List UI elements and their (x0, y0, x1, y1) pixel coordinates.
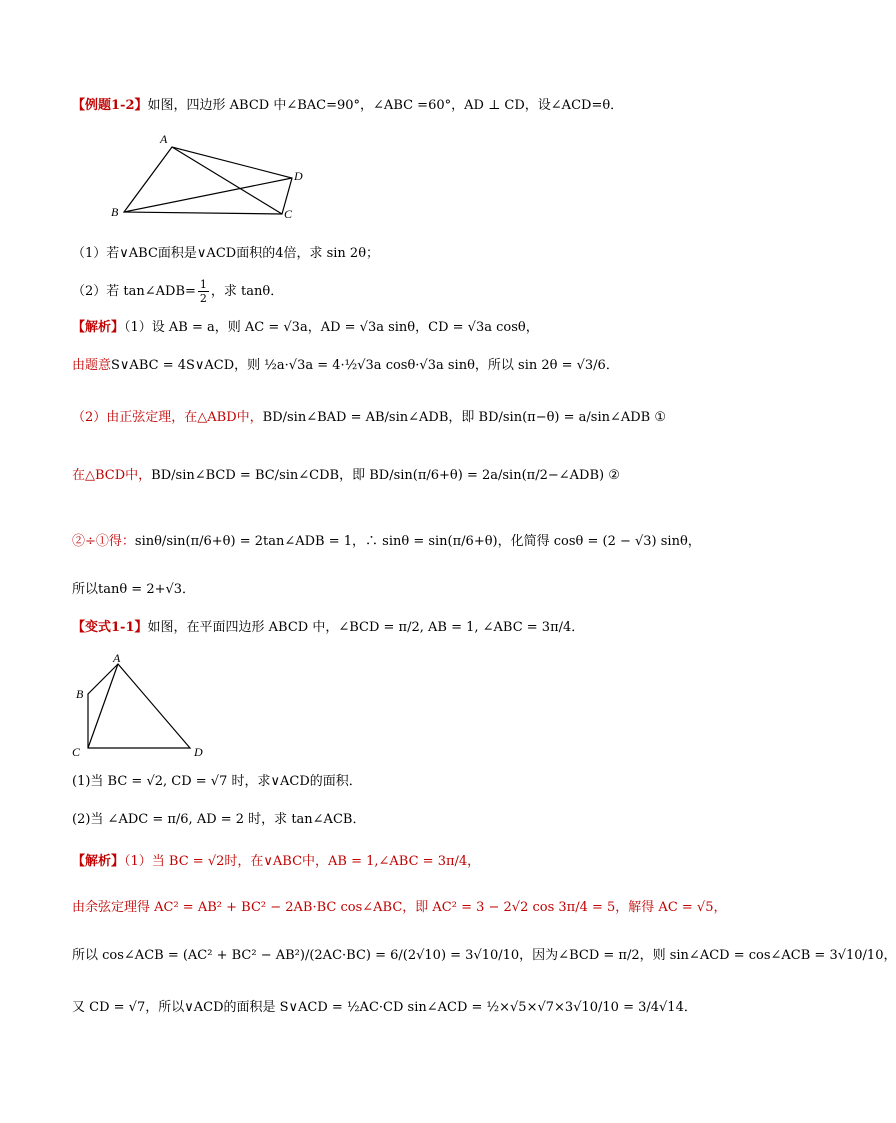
variant-solution-1: 【解析】（1）当 BC = √2时，在∨ABC中，AB = 1,∠ABC = 3π/4， (72, 854, 481, 869)
solution-1: 【解析】（1）设 AB = a，则 AC = √3a，AD = √3a sinθ，CD = √3a cosθ， (72, 320, 539, 335)
question-2: （2）若 tan∠ADB= $\frac{1}{2}$ ，求 tanθ． (72, 278, 284, 305)
figure-quadrilateral-1 (100, 130, 320, 225)
solution-2: 由题意S∨ABC = 4S∨ACD，则 ½a·√3a = 4·½√3a cosθ·√3a sinθ，所以 sin 2θ = √3/6． (72, 358, 619, 373)
example-1-2-stem (72, 96, 623, 116)
variant-solution-4: 又 CD = √7，所以∨ACD的面积是 S∨ACD = ½AC·CD sin∠ACD = ½×√5×√7×3√10/10 = 3/4√14． (72, 1000, 697, 1015)
variant-tag: 【变式1-1】 (72, 620, 148, 635)
label-A: A (160, 132, 168, 146)
stem-text: 如图，四边形 ABCD 中∠BAC=90°，∠ABC =60°，AD ⊥ CD，设∠ACD=θ． (147, 98, 624, 113)
label-C: C (284, 207, 293, 221)
variant-solution-3: 所以 cos∠ACB = (AC² + BC² − AB²)/(2AC·BC) = 6/(2√10) = 3√10/10，因为∠BCD = π/2，则 sin∠ACD = cos∠ACB = 3√10/10， (72, 948, 896, 963)
solution-3: （2）由正弦定理，在△ABD中，BD/sin∠BAD = AB/sin∠ADB，即 BD/sin(π−θ) = a/sin∠ADB ① (72, 410, 667, 425)
label-B: B (76, 687, 84, 701)
label-C: C (72, 745, 81, 759)
variant-1-1-stem: 【变式1-1】如图，在平面四边形 ABCD 中，∠BCD = π/2, AB = 1, ∠ABC = 3π/4． (72, 620, 585, 635)
label-D: D (194, 745, 203, 759)
label-B: B (111, 205, 119, 219)
variant-question-2: (2)当 ∠ADC = π/6, AD = 2 时，求 tan∠ACB． (72, 812, 366, 827)
solution-tag: 【解析】 (72, 320, 125, 335)
question-1: （1）若∨ABC面积是∨ACD面积的4倍，求 sin 2θ； (72, 246, 380, 261)
figure-quadrilateral-2 (68, 648, 218, 760)
label-D: D (294, 169, 303, 183)
variant-solution-2: 由余弦定理得 AC² = AB² + BC² − 2AB·BC cos∠ABC，即 AC² = 3 − 2√2 cos 3π/4 = 5，解得 AC = √5， (72, 900, 727, 915)
label-A: A (113, 651, 121, 665)
variant-question-1: (1)当 BC = √2, CD = √7 时，求∨ACD的面积． (72, 774, 362, 789)
example-tag: 【例题1-2】 (72, 98, 148, 113)
solution-4: 在△BCD中，BD/sin∠BCD = BC/sin∠CDB，即 BD/sin(π/6+θ) = 2a/sin(π/2−∠ADB) ② (72, 468, 620, 483)
solution-5: ②÷①得：sinθ/sin(π/6+θ) = 2tan∠ADB = 1，∴ sinθ = sin(π/6+θ)，化简得 cosθ = (2 − √3) sinθ， (72, 534, 701, 549)
solution-6: 所以tanθ = 2+√3． (72, 582, 196, 597)
